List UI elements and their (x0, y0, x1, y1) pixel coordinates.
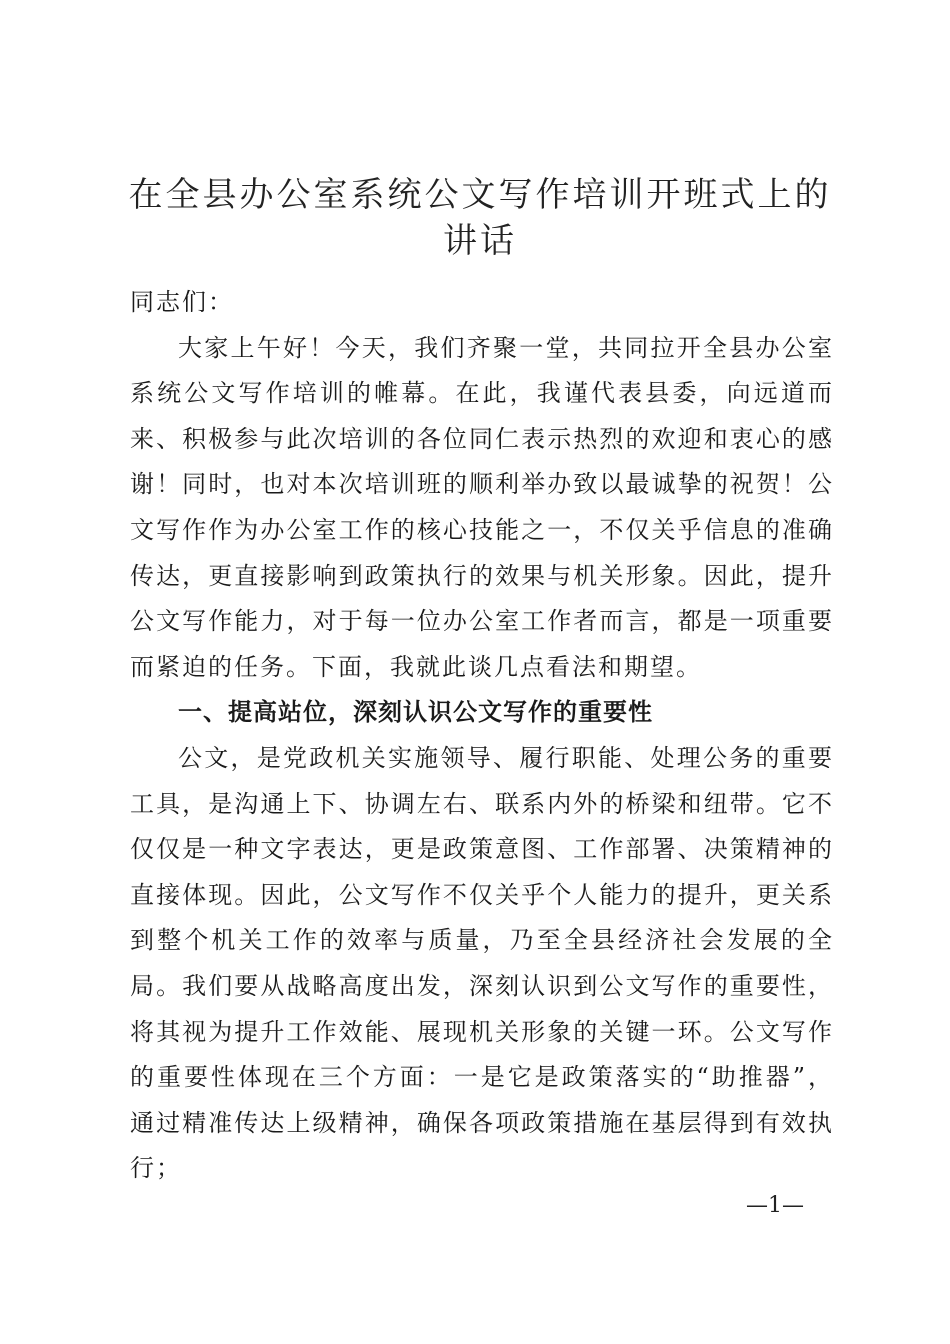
salutation: 同志们： (130, 288, 234, 316)
section-heading: 一、提高站位，深刻认识公文写作的重要性 (178, 698, 653, 727)
document-title: 在全县办公室系统公文写作培训开班式上的讲话 (128, 175, 832, 261)
section-paragraph: 公文，是党政机关实施领导、履行职能、处理公务的重要工具，是沟通上下、协调左右、联系内外的桥梁和纽带。它不仅仅是一种文字表达，更是政策意图、工作部署、决策精神的直接体现。因此，公文写作不仅关乎个人能力的提升，更关系到整个机关工作的效率与质量，乃至全县经济社会发展的全局。我们要从战略高度出发，深刻认识到公文写作的重要性，将其视为提升工作效能、展现机关形象的关键一环。公文写作的重要性体现在三个方面：一是它是政策落实的“助推器”，通过精准传达上级精神，确保各项政策措施在基层得到有效执行； (130, 743, 834, 1183)
document-body (130, 280, 834, 1192)
page-number: —1— (746, 1193, 804, 1218)
intro-paragraph: 大家上午好！今天，我们齐聚一堂，共同拉开全县办公室系统公文写作培训的帷幕。在此，我谨代表县委，向远道而来、积极参与此次培训的各位同仁表示热烈的欢迎和衷心的感谢！同时，也对本次培训班的顺利举办致以最诚挚的祝贺！公文写作作为办公室工作的核心技能之一，不仅关乎信息的准确传达，更直接影响到政策执行的效果与机关形象。因此，提升公文写作能力，对于每一位办公室工作者而言，都是一项重要而紧迫的任务。下面，我就此谈几点看法和期望。 (130, 333, 834, 681)
